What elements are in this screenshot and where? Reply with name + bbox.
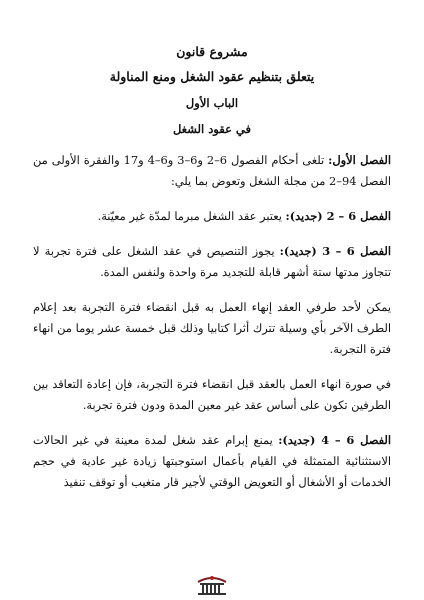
article-6-2-text: يعتبر عقد الشغل مبرما لمدّة غير معيّنة. — [97, 209, 286, 223]
article-6-3 — [33, 241, 391, 283]
paragraph-termination — [33, 297, 391, 360]
article-1-lead: الفصل الأول: — [328, 153, 391, 167]
article-6-2 — [33, 206, 391, 227]
article-6-4 — [33, 430, 391, 493]
article-6-2-lead: الفصل 6 – 2 (جديد): — [285, 209, 391, 223]
paragraph-recontracting — [33, 374, 391, 416]
article-6-3-lead: الفصل 6 – 3 (جديد): — [279, 244, 391, 258]
article-6-3-text: يجوز التنصيص في عقد الشغل على فترة تجربة لا تتجاوز مدتها ستة أشهر قابلة للتجديد مرة واحدة ولنفس المدة. — [33, 244, 391, 279]
paragraph-termination-text: يمكن لأحد طرفي العقد إنهاء العمل به قبل انقضاء فترة التجربة بعد إعلام الطرف الآخر بأي وسيلة تترك أثرا كتابيا وذلك قبل خمسة عشر يوما من انهاء فترة التجربة. — [33, 300, 391, 356]
chapter-subheading: في عقود الشغل — [172, 122, 252, 136]
chapter-heading: الباب الأول — [185, 96, 239, 110]
article-1-text: تلغى أحكام الفصول 6–2 و6–3 و6–4 و17 والفقرة الأولى من الفصل 94–2 من مجلة الشغل وتعوض بما يلي: — [33, 153, 391, 188]
document-title: مشروع قانون — [176, 44, 248, 59]
article-1 — [33, 150, 391, 192]
article-6-4-lead: الفصل 6 – 4 (جديد): — [278, 433, 391, 447]
parliament-emblem-icon — [194, 572, 230, 598]
document-subtitle: يتعلق بتنظيم عقود الشغل ومنع المناولة — [109, 69, 315, 84]
article-6-4-text: يمنع إبرام عقد شغل لمدة معينة في غير الحالات الاستثنائية المتمثلة في القيام بأعمال استوجبتها زيادة غير عادية في حجم الخدمات أو الأشغال أو التعويض الوقتي لأجير قار متغيب أو توقف تنفيذ — [33, 433, 391, 489]
paragraph-recontracting-text: في صورة انهاء العمل بالعقد قبل انقضاء فترة التجربة، فإن إعادة التعاقد بين الطرفين تكون على أساس عقد غير معين المدة ودون فترة تجربة. — [33, 377, 391, 412]
